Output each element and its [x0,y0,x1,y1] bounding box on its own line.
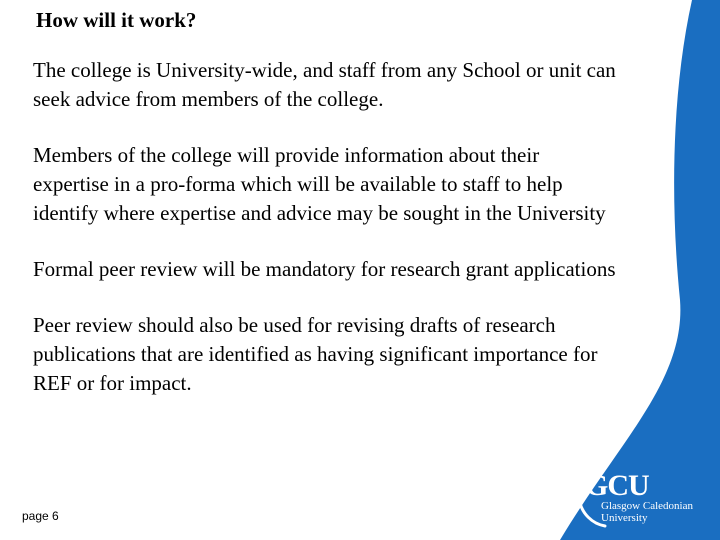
paragraph-publication-review: Peer review should also be used for revising drafts of research publications that are identified as having significant importance for REF or for impact. [33,313,598,395]
logo-name-line-1: Glasgow Caledonian [601,500,693,512]
page-number: page 6 [22,509,59,523]
slide-body [33,56,618,425]
slide-title: How will it work? [36,8,197,32]
logo-university-name [601,500,693,524]
paragraph-college-scope: The college is University-wide, and staff from any School or unit can seek advice from members of the college. [33,58,616,111]
logo-name-line-2: University [601,512,648,524]
logo-letters: GCU [585,469,649,502]
gcu-logo [575,460,715,530]
paragraph-pro-forma: Members of the college will provide information about their expertise in a pro-forma which will be available to staff to help identify where expertise and advice may be sought in the University [33,143,606,225]
paragraph-mandatory-review: Formal peer review will be mandatory for research grant applications [33,257,616,281]
